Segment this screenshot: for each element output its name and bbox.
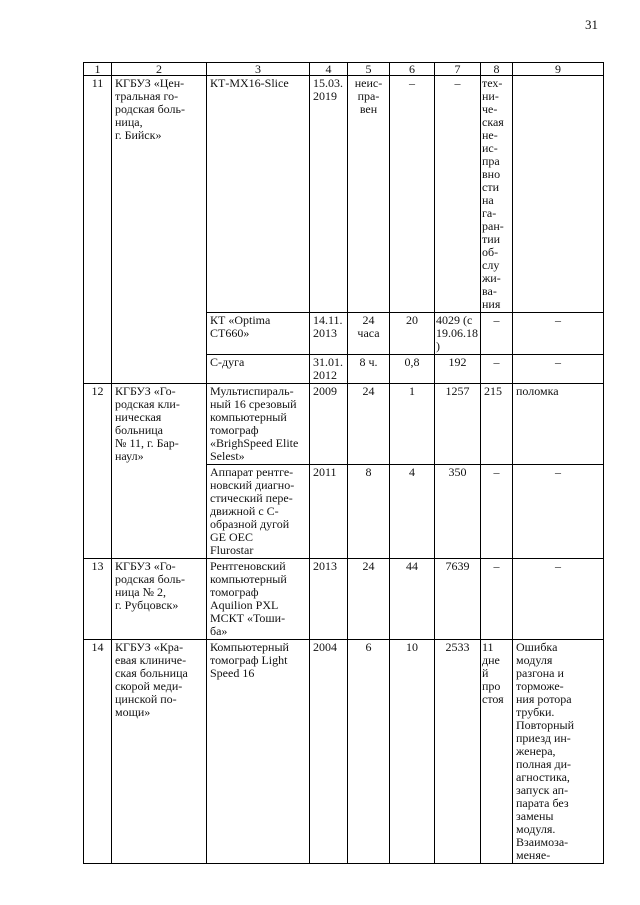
install-date: 15.03. 2019	[310, 76, 348, 313]
organization-cell: КГБУЗ «Го- родская кли- ническая больница № 11, г. Бар- наул»	[112, 384, 207, 559]
row-number: 11	[84, 76, 112, 384]
header-cell: 7	[435, 63, 481, 76]
work-hours: 24	[348, 384, 390, 465]
downtime-reason: поломка	[513, 384, 604, 465]
organization-cell: КГБУЗ «Го- родская боль- ница № 2, г. Рубцовск»	[112, 559, 207, 640]
col6-value: 1	[390, 384, 435, 465]
downtime-days: –	[481, 559, 513, 640]
col7-value: 350	[435, 465, 481, 559]
equipment-name: С-дуга	[207, 355, 310, 384]
downtime-reason: –	[513, 465, 604, 559]
page-number: 31	[585, 17, 598, 32]
equipment-name: Мультиспираль- ный 16 срезовый компьютерный томограф «BrighSpeed Elite Selest»	[207, 384, 310, 465]
table-row	[84, 640, 604, 864]
install-date: 2004	[310, 640, 348, 864]
col6-value: 10	[390, 640, 435, 864]
install-date: 14.11. 2013	[310, 313, 348, 355]
downtime-days: –	[481, 355, 513, 384]
equipment-name: Компьютерный томограф Light Speed 16	[207, 640, 310, 864]
header-cell: 9	[513, 63, 604, 76]
work-hours: 8	[348, 465, 390, 559]
downtime-days: 11 дне й про стоя	[481, 640, 513, 864]
table-row	[84, 76, 604, 313]
header-cell: 8	[481, 63, 513, 76]
downtime-reason: –	[513, 559, 604, 640]
table-row	[84, 384, 604, 465]
col7-value: 192	[435, 355, 481, 384]
col7-value: 1257	[435, 384, 481, 465]
row-number: 14	[84, 640, 112, 864]
col7-value: 4029 (с 19.06.18 )	[435, 313, 481, 355]
downtime-days: 215	[481, 384, 513, 465]
table-row	[84, 559, 604, 640]
install-date: 2013	[310, 559, 348, 640]
install-date: 31.01. 2012	[310, 355, 348, 384]
col6-value: 20	[390, 313, 435, 355]
downtime-reason: Ошибка модуля разгона и торможе- ния ротора трубки. Повторный приезд ин- женера, полная ди- агностика, запуск ап- парата без замены модуля. Взаимоза- меняе-	[513, 640, 604, 864]
row-number: 12	[84, 384, 112, 559]
work-hours: неис- пра- вен	[348, 76, 390, 313]
downtime-days: –	[481, 465, 513, 559]
downtime-days: тех- ни- че- ская не- ис- пра вно сти на га- ран- тии об- слу жи- ва- ния	[481, 76, 513, 313]
col6-value: 0,8	[390, 355, 435, 384]
row-number: 13	[84, 559, 112, 640]
header-cell: 2	[112, 63, 207, 76]
col7-value: 7639	[435, 559, 481, 640]
work-hours: 8 ч.	[348, 355, 390, 384]
install-date: 2011	[310, 465, 348, 559]
header-cell: 4	[310, 63, 348, 76]
col7-value: 2533	[435, 640, 481, 864]
install-date: 2009	[310, 384, 348, 465]
downtime-reason: –	[513, 355, 604, 384]
work-hours: 6	[348, 640, 390, 864]
col6-value: 44	[390, 559, 435, 640]
header-cell: 3	[207, 63, 310, 76]
work-hours: 24 часа	[348, 313, 390, 355]
downtime-reason	[513, 76, 604, 313]
organization-cell: КГБУЗ «Кра- евая клиниче- ская больница скорой меди- цинской по- мощи»	[112, 640, 207, 864]
equipment-name: Аппарат рентге- новский диагно- стический пере- движной с С- образной дугой GE OEC Flurostar	[207, 465, 310, 559]
header-cell: 6	[390, 63, 435, 76]
header-row	[84, 63, 604, 76]
header-cell: 5	[348, 63, 390, 76]
equipment-name: Рентгеновский компьютерный томограф Aquilion PXL МСКТ «Тоши- ба»	[207, 559, 310, 640]
col6-value: –	[390, 76, 435, 313]
col7-value: –	[435, 76, 481, 313]
equipment-name: КТ-МХ16-Slice	[207, 76, 310, 313]
downtime-days: –	[481, 313, 513, 355]
equipment-table	[83, 62, 604, 864]
organization-cell: КГБУЗ «Цен- тральная го- родская боль- ница, г. Бийск»	[112, 76, 207, 384]
work-hours: 24	[348, 559, 390, 640]
downtime-reason: –	[513, 313, 604, 355]
col6-value: 4	[390, 465, 435, 559]
header-cell: 1	[84, 63, 112, 76]
equipment-name: КТ «Optima CT660»	[207, 313, 310, 355]
